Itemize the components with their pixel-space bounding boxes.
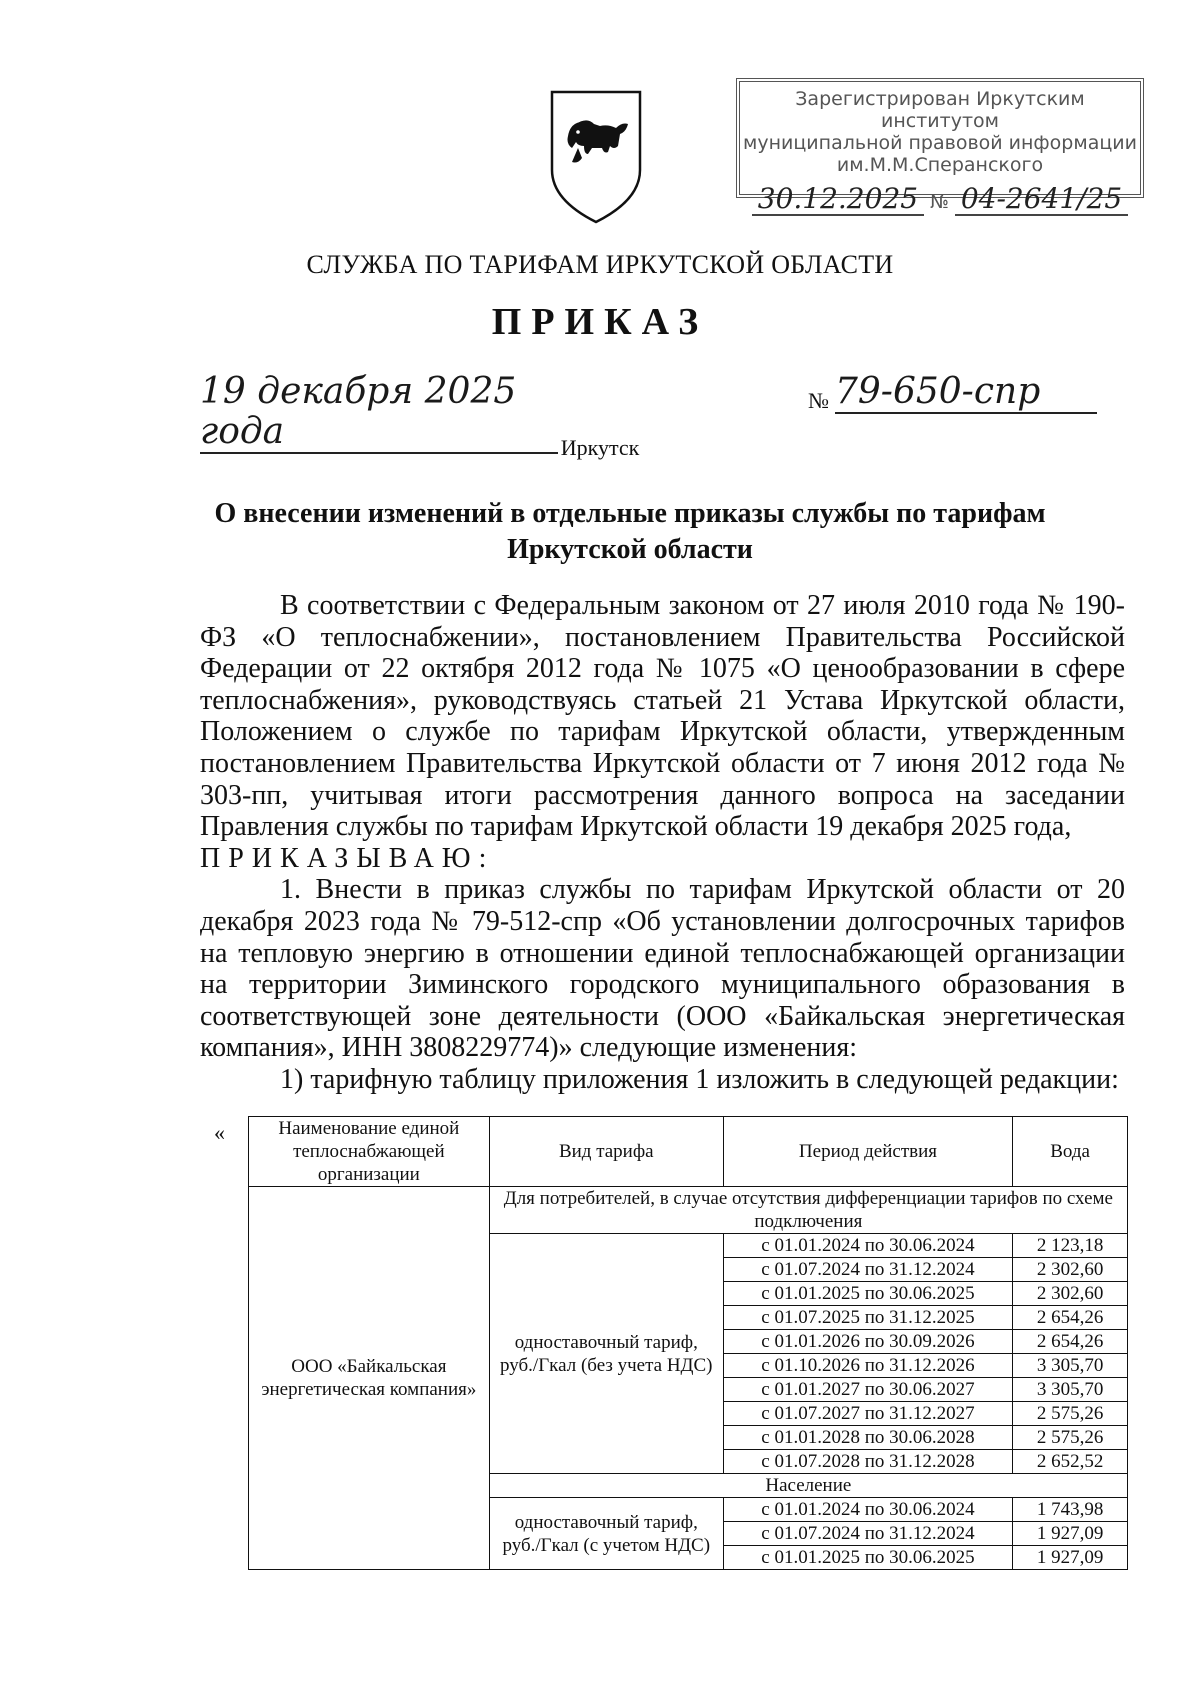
period-cell: с 01.07.2027 по 31.12.2027 (723, 1402, 1012, 1426)
period-cell: с 01.07.2025 по 31.12.2025 (723, 1306, 1012, 1330)
period-cell: с 01.10.2026 по 31.12.2026 (723, 1354, 1012, 1378)
header-water: Вода (1013, 1117, 1128, 1187)
document-type-heading: ПРИКАЗ (491, 301, 709, 343)
period-cell: с 01.01.2024 по 30.06.2024 (723, 1498, 1012, 1522)
table-section-row (249, 1187, 1128, 1234)
period-cell: с 01.07.2028 по 31.12.2028 (723, 1450, 1012, 1474)
tariff-type-cell: одноставочный тариф, руб./Гкал (без учета НДС) (489, 1234, 723, 1474)
value-cell: 1 743,98 (1013, 1498, 1128, 1522)
clause-1-paragraph: 1. Внести в приказ службы по тарифам Иркутской области от 20 декабря 2023 года № 79-512-спр «Об установлении долгосрочных тарифов на тепловую энергию в отношении единой теплоснабжающей организации на территории Зиминского городского муниципального образования в соответствующей зоне деятельности (ООО «Байкальская энергетическая компания», ИНН 3808229774)» следующие изменения: (200, 874, 1125, 1064)
value-cell: 2 302,60 (1013, 1258, 1128, 1282)
tariff-table (248, 1116, 1128, 1570)
table-body (249, 1187, 1128, 1570)
table-open-quote: « (214, 1120, 225, 1145)
order-word: ПРИКАЗЫВАЮ: (200, 842, 495, 874)
order-number-sign: № (808, 388, 829, 413)
organization-cell: ООО «Байкальская энергетическая компания» (249, 1187, 490, 1570)
order-number-row (808, 372, 1097, 414)
stamp-registration-number: 04-2641/25 (955, 184, 1128, 216)
value-cell: 1 927,09 (1013, 1522, 1128, 1546)
value-cell: 2 575,26 (1013, 1426, 1128, 1450)
value-cell: 2 654,26 (1013, 1330, 1128, 1354)
value-cell: 1 927,09 (1013, 1546, 1128, 1570)
document-title-line-1: О внесении изменений в отдельные приказы службы по тарифам (214, 498, 1046, 529)
tariff-type-cell: одноставочный тариф, руб./Гкал (с учетом НДС) (489, 1498, 723, 1570)
stamp-registration-date: 30.12.2025 (752, 184, 924, 216)
header-organization: Наименование единой теплоснабжающей организации (249, 1117, 490, 1187)
preamble-paragraph: В соответствии с Федеральным законом от 27 июля 2010 года № 190-ФЗ «О теплоснабжении», постановлением Правительства Российской Федерации от 22 октября 2012 года № 1075 «О ценообразовании в сфере теплоснабжения», руководствуясь статьей 21 Устава Иркутской области, Положением о службе по тарифам Иркутской области, утвержденным постановлением Правительства Иркутской области от 7 июня 2012 года № 303-пп, учитывая итоги рассмотрения данного вопроса на заседании Правления службы по тарифам Иркутской области 19 декабря 2025 года, (200, 590, 1125, 843)
document-body (200, 590, 1125, 1096)
order-number-handwritten: 79-650-спр (835, 372, 1097, 414)
value-cell: 2 652,52 (1013, 1450, 1128, 1474)
period-cell: с 01.01.2025 по 30.06.2025 (723, 1546, 1012, 1570)
stamp-line-3: им.М.М.Сперанского (836, 154, 1044, 176)
value-cell: 2 123,18 (1013, 1234, 1128, 1258)
period-cell: с 01.01.2026 по 30.09.2026 (723, 1330, 1012, 1354)
value-cell: 3 305,70 (1013, 1378, 1128, 1402)
order-date-handwritten: 19 декабря 2025 года (200, 372, 558, 454)
document-title (150, 496, 1110, 568)
period-cell: с 01.07.2024 по 31.12.2024 (723, 1258, 1012, 1282)
value-cell: 2 575,26 (1013, 1402, 1128, 1426)
registration-stamp (736, 78, 1144, 215)
period-cell: с 01.01.2024 по 30.06.2024 (723, 1234, 1012, 1258)
stamp-number-sign: № (930, 192, 949, 213)
value-cell: 2 302,60 (1013, 1282, 1128, 1306)
period-cell: с 01.01.2025 по 30.06.2025 (723, 1282, 1012, 1306)
stamp-line-1: Зарегистрирован Иркутским институтом (795, 88, 1085, 132)
city-name: Иркутск (560, 435, 640, 460)
header-period: Период действия (723, 1117, 1012, 1187)
value-cell: 3 305,70 (1013, 1354, 1128, 1378)
coat-of-arms-emblem (548, 88, 644, 226)
agency-name: СЛУЖБА ПО ТАРИФАМ ИРКУТСКОЙ ОБЛАСТИ (306, 250, 894, 279)
subclause-1-paragraph: 1) тарифную таблицу приложения 1 изложить в следующей редакции: (280, 1063, 1119, 1095)
section-title-consumers: Для потребителей, в случае отсутствия дифференциации тарифов по схеме подключения (489, 1187, 1127, 1234)
header-tariff-type: Вид тарифа (489, 1117, 723, 1187)
section-title-population: Население (489, 1474, 1127, 1498)
period-cell: с 01.01.2028 по 30.06.2028 (723, 1426, 1012, 1450)
value-cell: 2 654,26 (1013, 1306, 1128, 1330)
period-cell: с 01.01.2027 по 30.06.2027 (723, 1378, 1012, 1402)
stamp-line-2: муниципальной правовой информации (743, 132, 1137, 154)
period-cell: с 01.07.2024 по 31.12.2024 (723, 1522, 1012, 1546)
table-header-row (249, 1117, 1128, 1187)
document-title-line-2: Иркутской области (507, 534, 753, 565)
